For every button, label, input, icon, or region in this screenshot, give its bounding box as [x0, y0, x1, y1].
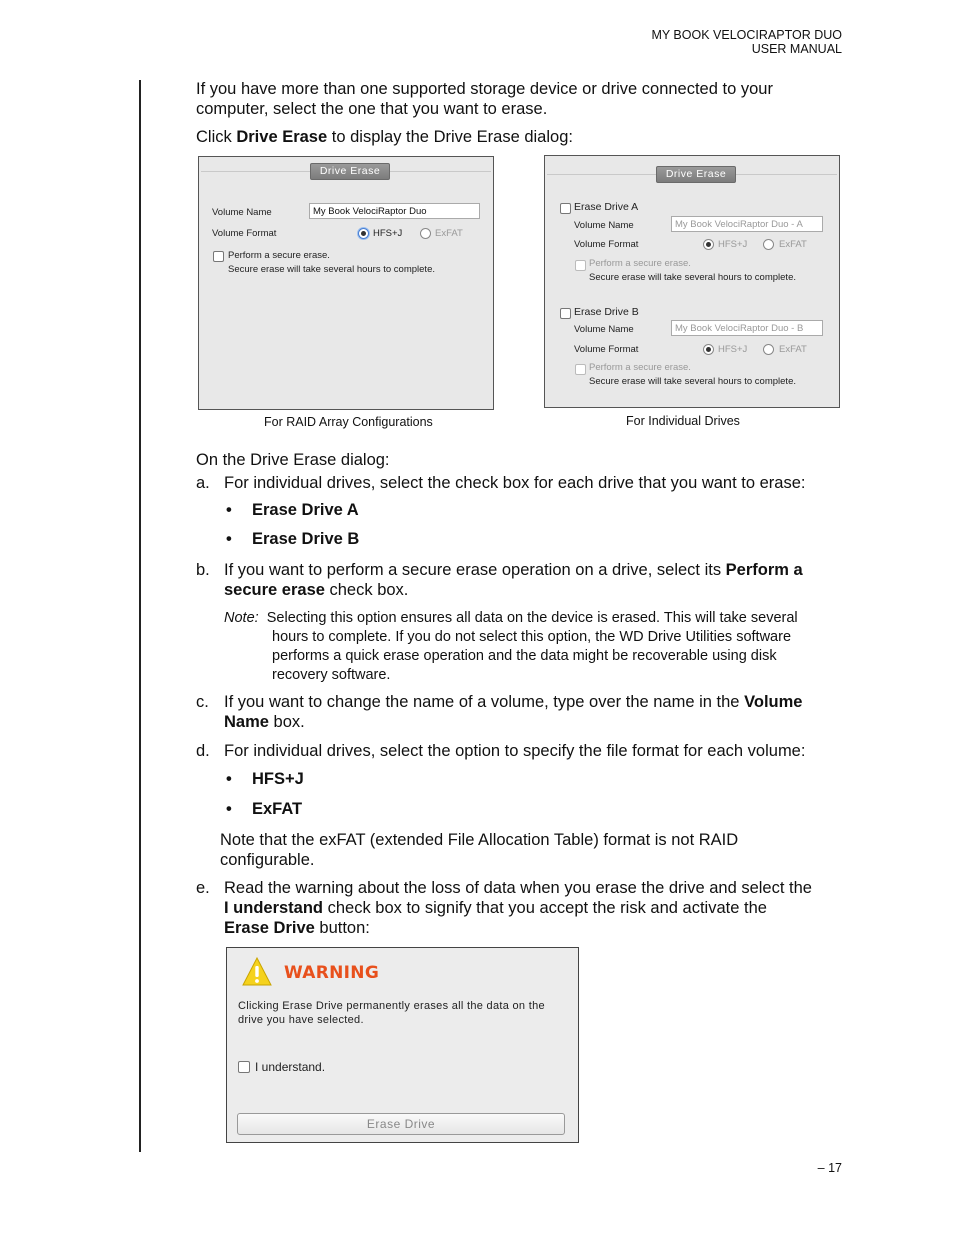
warning-dialog — [226, 947, 579, 1143]
individual-caption: For Individual Drives — [626, 414, 740, 428]
step-d-letter: d. — [196, 742, 210, 760]
raid-caption: For RAID Array Configurations — [264, 415, 433, 429]
step-a-text: For individual drives, select the check box for each drive that you want to erase: — [224, 474, 806, 492]
erase-drive-a-checkbox[interactable] — [560, 203, 571, 214]
individual-drive-erase-dialog — [544, 155, 840, 408]
erase-drive-b-label: Erase Drive B — [574, 306, 639, 318]
warning-title: WARNING — [284, 963, 380, 983]
secure-erase-checkbox-b[interactable] — [575, 364, 586, 375]
volume-name-field-b[interactable]: My Book VelociRaptor Duo - B — [671, 320, 823, 336]
secure-erase-checkbox[interactable] — [213, 251, 224, 262]
intro-paragraph: If you have more than one supported storage device or drive connected to your computer, select the one that you want to erase. — [196, 80, 773, 118]
hfs-radio-a-label: HFS+J — [718, 239, 748, 250]
volume-name-label-a: Volume Name — [574, 220, 634, 231]
exfat-radio-b-label: ExFAT — [779, 344, 807, 355]
volume-format-label-a: Volume Format — [574, 239, 639, 250]
volume-name-field-a[interactable]: My Book VelociRaptor Duo - A — [671, 216, 823, 232]
bullet-exfat: • — [226, 800, 232, 818]
erase-drive-b-checkbox[interactable] — [560, 308, 571, 319]
secure-erase-label-a: Perform a secure erase. — [589, 258, 691, 269]
hfs-radio-a[interactable] — [703, 239, 714, 250]
erase-drive-button[interactable]: Erase Drive — [237, 1113, 565, 1135]
exfat-radio-a-label: ExFAT — [779, 239, 807, 250]
note-line-4: recovery software. — [272, 667, 391, 683]
step-b-text: If you want to perform a secure erase operation on a drive, select its Perform a secure erase check box. — [224, 561, 803, 599]
secure-erase-note-b: Secure erase will take several hours to complete. — [589, 376, 796, 387]
erase-drive-a-label: Erase Drive A — [574, 201, 639, 213]
drive-erase-tab[interactable]: Drive Erase — [310, 163, 390, 180]
step-c-letter: c. — [196, 693, 209, 711]
i-understand-label: I understand. — [255, 1060, 326, 1074]
exfat-radio-b[interactable] — [763, 344, 774, 355]
note-block — [224, 609, 798, 685]
step-c-text: If you want to change the name of a volume, type over the name in the Volume Name box. — [224, 693, 803, 731]
secure-erase-note-a: Secure erase will take several hours to complete. — [589, 272, 796, 283]
step-e-text: Read the warning about the loss of data when you erase the drive and select the I understand check box to signify that you accept the risk and activate the Erase Drive button: — [224, 879, 812, 937]
warning-icon — [241, 956, 273, 988]
secure-erase-checkbox-a[interactable] — [575, 260, 586, 271]
hfs-radio-b[interactable] — [703, 344, 714, 355]
secure-erase-label: Perform a secure erase. — [228, 250, 330, 261]
click-instruction: Click Drive Erase to display the Drive Erase dialog: — [196, 128, 573, 146]
header-title: MY BOOK VELOCIRAPTOR DUO — [651, 28, 842, 42]
exfat-radio-a[interactable] — [763, 239, 774, 250]
bullet-erase-drive-a-text: Erase Drive A — [252, 501, 359, 519]
bullet-hfs: • — [226, 770, 232, 788]
exfat-note: Note that the exFAT (extended File Allocation Table) format is not RAID configurable. — [220, 831, 739, 869]
bullet-erase-drive-b: • — [226, 530, 232, 548]
note-line-2: hours to complete. If you do not select this option, the WD Drive Utilities software — [272, 629, 792, 645]
note-line-1: Selecting this option ensures all data on the device is erased. This will take several — [266, 610, 798, 626]
on-dialog-text: On the Drive Erase dialog: — [196, 451, 390, 469]
volume-name-field[interactable]: My Book VelociRaptor Duo — [309, 203, 480, 219]
secure-erase-note: Secure erase will take several hours to complete. — [228, 264, 435, 275]
i-understand-checkbox[interactable] — [238, 1061, 250, 1073]
step-b-letter: b. — [196, 561, 210, 579]
exfat-radio-label: ExFAT — [435, 228, 463, 239]
raid-drive-erase-dialog — [198, 156, 494, 410]
note-line-3: performs a quick erase operation and the data might be recoverable using disk — [272, 648, 777, 664]
change-bar — [139, 80, 141, 1152]
bullet-exfat-text: ExFAT — [252, 800, 303, 818]
bullet-erase-drive-a: • — [226, 501, 232, 519]
drive-erase-tab[interactable]: Drive Erase — [656, 166, 736, 183]
note-label: Note: — [224, 610, 259, 626]
exfat-radio[interactable] — [420, 228, 431, 239]
bullet-hfs-text: HFS+J — [252, 770, 304, 788]
volume-name-label-b: Volume Name — [574, 324, 634, 335]
running-header — [651, 28, 842, 56]
step-d-text: For individual drives, select the option to specify the file format for each volume: — [224, 742, 806, 760]
hfs-radio[interactable] — [358, 228, 369, 239]
step-a-letter: a. — [196, 474, 210, 492]
volume-name-label: Volume Name — [212, 207, 272, 218]
header-subtitle: USER MANUAL — [751, 42, 842, 56]
volume-format-label: Volume Format — [212, 228, 277, 239]
warning-text: Clicking Erase Drive permanently erases all the data on the drive you have selected. — [238, 1000, 545, 1026]
hfs-radio-b-label: HFS+J — [718, 344, 748, 355]
step-e-letter: e. — [196, 879, 210, 897]
page-number: – 17 — [817, 1161, 842, 1175]
bullet-erase-drive-b-text: Erase Drive B — [252, 530, 360, 548]
volume-format-label-b: Volume Format — [574, 344, 639, 355]
secure-erase-label-b: Perform a secure erase. — [589, 362, 691, 373]
hfs-radio-label: HFS+J — [373, 228, 403, 239]
